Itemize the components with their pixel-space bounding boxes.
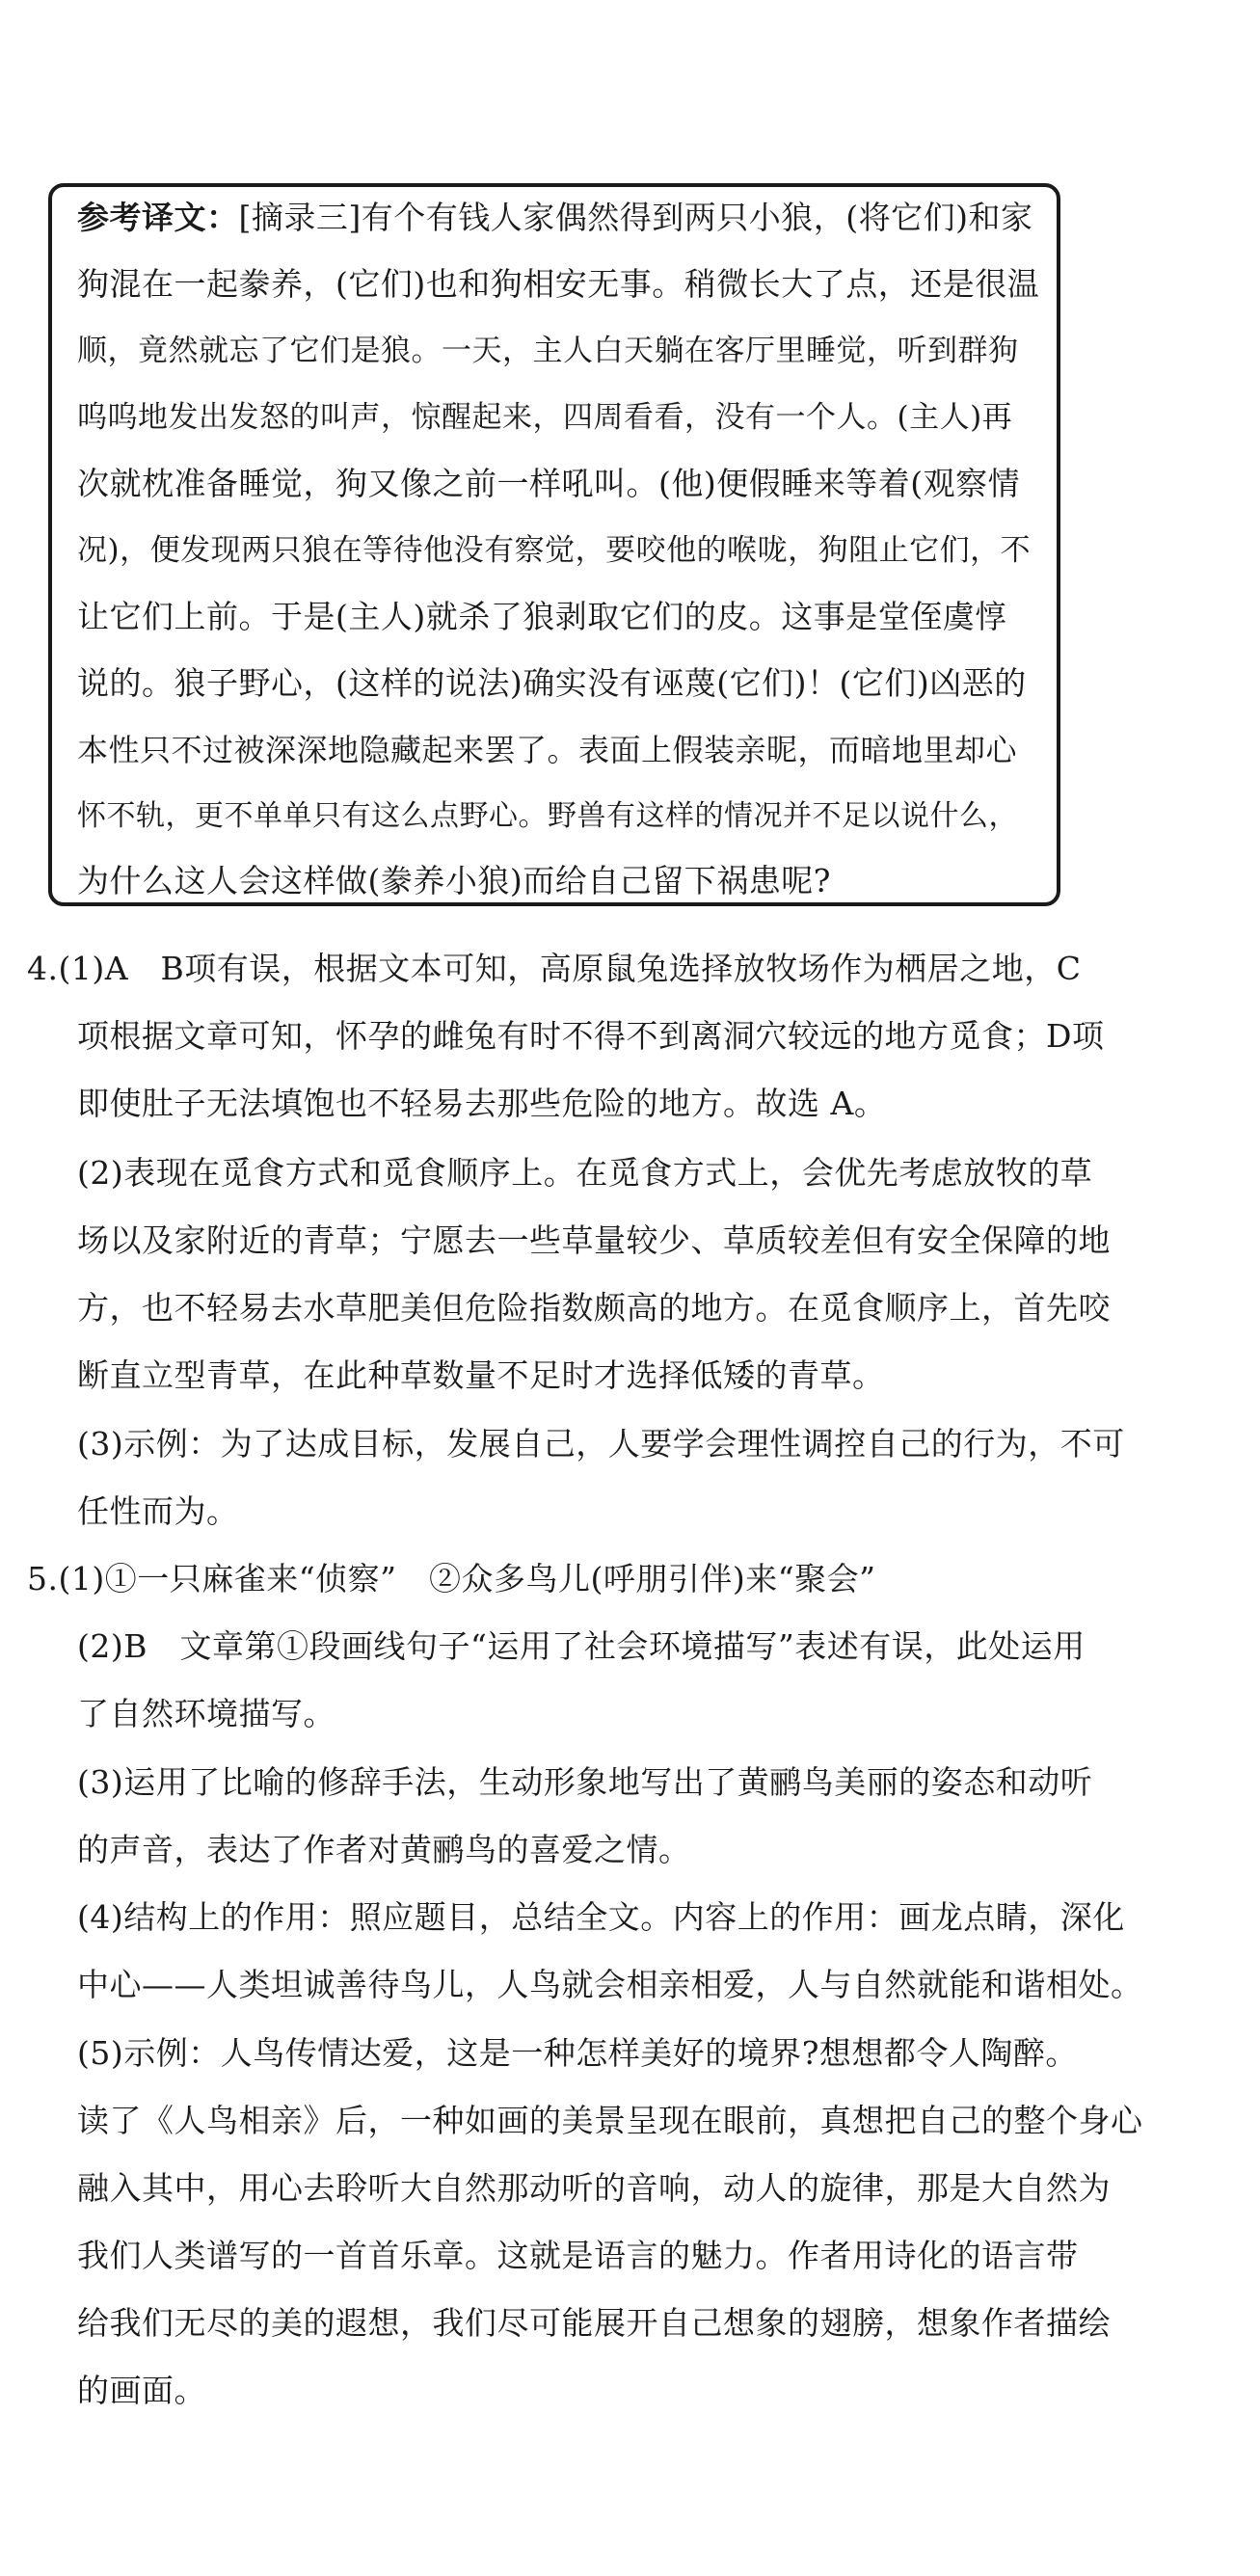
translation-line: 次就枕准备睡觉，狗又像之前一样吼叫。(他)便假睡来等着(观察情 xyxy=(77,465,1021,502)
translation-line: 况)，便发现两只狼在等待他没有察觉，要咬他的喉咙，狗阻止它们，不 xyxy=(77,533,1032,568)
answer-line: (2)B 文章第①段画线句子“运用了社会环境描写”表述有误，此处运用 xyxy=(77,1627,1086,1665)
answer-line: 的画面。 xyxy=(77,2372,206,2409)
translation-label: 参考译文： xyxy=(77,199,239,236)
answer-line: (3)示例：为了达成目标，发展自己，人要学会理性调控自己的行为，不可 xyxy=(77,1425,1125,1462)
translation-line: 狗混在一起豢养，(它们)也和狗相安无事。稍微长大了点，还是很温 xyxy=(77,265,1040,303)
answer-line: 了自然环境描写。 xyxy=(77,1695,335,1732)
translation-line: 说的。狼子野心，(这样的说法)确实没有诬蔑(它们)！(它们)凶恶的 xyxy=(77,664,1027,702)
answer-line: 的声音，表达了作者对黄鹂鸟的喜爱之情。 xyxy=(77,1831,691,1868)
answer-line: 4.(1)A B项有误，根据文本可知，高原鼠兔选择放牧场作为栖居之地，C xyxy=(27,950,1082,987)
translation-line: 为什么这人会这样做(豢养小狼)而给自己留下祸患呢? xyxy=(77,862,831,899)
answer-line: (4)结构上的作用：照应题目，总结全文。内容上的作用：画龙点睛，深化 xyxy=(77,1898,1125,1936)
answer-line: 即使肚子无法填饱也不轻易去那些危险的地方。故选 A。 xyxy=(77,1085,887,1122)
translation-line: 本性只不过被深深地隐藏起来罢了。表面上假装亲昵，而暗地里却心 xyxy=(77,732,1018,768)
answer-line: 我们人类谱写的一首首乐章。这就是语言的魅力。作者用诗化的语言带 xyxy=(77,2237,1079,2274)
translation-line: 参考译文：[摘录三]有个有钱人家偶然得到两只小狼，(将它们)和家 xyxy=(77,199,1033,236)
answer-line: 任性而为。 xyxy=(77,1492,239,1530)
answer-line: (5)示例：人鸟传情达爱，这是一种怎样美好的境界?想想都令人陶醉。 xyxy=(77,2034,1078,2072)
answer-line: 场以及家附近的青草；宁愿去一些草量较少、草质较差但有安全保障的地 xyxy=(77,1221,1111,1259)
translation-line: 呜呜地发出发怒的叫声，惊醒起来，四周看看，没有一个人。(主人)再 xyxy=(77,400,1013,435)
answer-line: 融入其中，用心去聆听大自然那动听的音响，动人的旋律，那是大自然为 xyxy=(77,2169,1111,2207)
answer-line: 给我们无尽的美的遐想，我们尽可能展开自己想象的翅膀，想象作者描绘 xyxy=(77,2304,1111,2342)
answer-line: (2)表现在觅食方式和觅食顺序上。在觅食方式上，会优先考虑放牧的草 xyxy=(77,1154,1093,1192)
answer-line: (3)运用了比喻的修辞手法，生动形象地写出了黄鹂鸟美丽的姿态和动听 xyxy=(77,1763,1093,1801)
answer-line: 中心——人类坦诚善待鸟儿，人鸟就会相亲相爱，人与自然就能和谐相处。 xyxy=(77,1966,1143,2003)
answer-line: 方，也不轻易去水草肥美但危险指数颇高的地方。在觅食顺序上，首先咬 xyxy=(77,1289,1111,1327)
answer-line: 断直立型青草，在此种草数量不足时才选择低矮的青草。 xyxy=(77,1356,885,1394)
answer-line: 项根据文章可知，怀孕的雌兔有时不得不到离洞穴较远的地方觅食；D项 xyxy=(77,1017,1105,1055)
translation-line: 顺，竟然就忘了它们是狼。一天，主人白天躺在客厅里睡觉，听到群狗 xyxy=(77,334,1019,368)
answer-line: 读了《人鸟相亲》后，一种如画的美景呈现在眼前，真想把自己的整个身心 xyxy=(77,2102,1143,2139)
translation-line: 让它们上前。于是(主人)就杀了狼剥取它们的皮。这事是堂侄虞惇 xyxy=(77,598,1007,635)
answer-line: 5.(1)①一只麻雀来“侦察” ②众多鸟儿(呼朋引伴)来“聚会” xyxy=(27,1560,876,1597)
translation-line: 怀不轨，更不单单只有这么点野心。野兽有这样的情况并不足以说什么， xyxy=(77,799,1018,833)
